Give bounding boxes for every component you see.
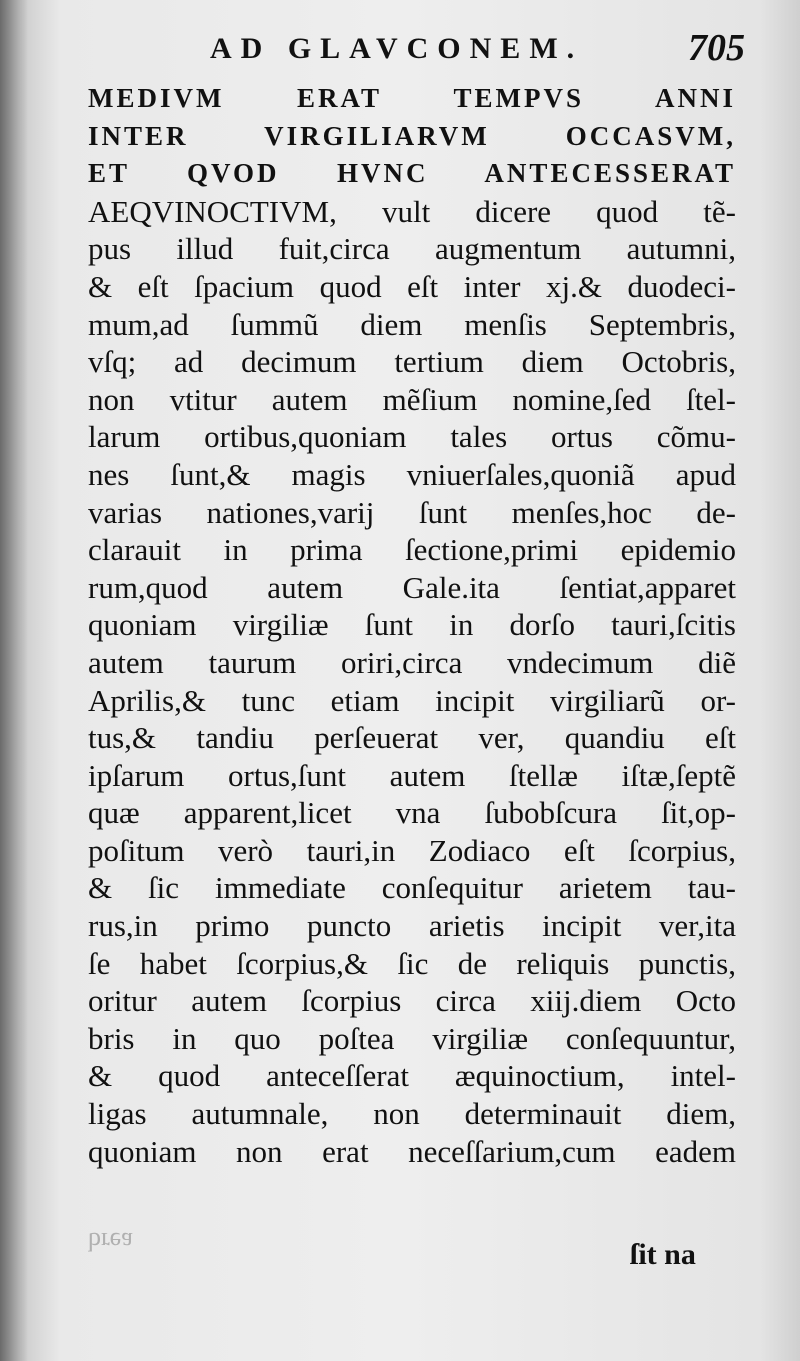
text-line: & eſt ſpacium quod eſt inter xj.& duodeci- [88,268,736,304]
text-line: & quod anteceſſerat æquinoctium, intel- [88,1058,736,1094]
text-line: autem taurum oriri,circa vndecimum diẽ [88,644,736,680]
text-line: rus,in primo puncto arietis incipit ver,ita [88,908,736,944]
text-line: pus illud fuit,circa augmentum autumni, [88,231,736,267]
text-line: ligas autumnale, non determinauit diem, [88,1096,736,1132]
text-line: ET QVOD HVNC ANTECESSERAT [88,158,736,189]
text-line: INTER VIRGILIARVM OCCASVM, [88,120,736,151]
text-line: AEQVINOCTIVM, vult dicere quod tẽ- [88,193,736,229]
text-line: quæ apparent,licet vna ſubobſcura ſit,op- [88,795,736,831]
text-line: tus,& tandiu perſeuerat ver, quandiu eſt [88,720,736,756]
text-line: Aprilis,& tunc etiam incipit virgiliarũ or- [88,682,736,718]
text-line: ſe habet ſcorpius,& ſic de reliquis punctis, [88,945,736,981]
text-line: & ſic immediate conſequitur arietem tau- [88,870,736,906]
bleed-through-text: brea [88,1227,133,1256]
text-line: larum ortibus,quoniam tales ortus cõmu- [88,419,736,455]
page-header [90,18,770,78]
text-line: quoniam non erat neceſſarium,cum eadem [88,1133,736,1169]
text-line: bris in quo poſtea virgiliæ conſequuntur, [88,1020,736,1056]
text-line: quoniam virgiliæ ſunt in dorſo tauri,ſcitis [88,607,736,643]
running-head: AD GLAVCONEM. [210,32,584,65]
text-line: ipſarum ortus,ſunt autem ſtellæ iſtæ,ſeptẽ [88,757,736,793]
page-gutter [0,0,28,1361]
page-number: 705 [688,27,745,69]
catchword: ſit na [630,1238,696,1271]
text-line: mum,ad ſummũ diem menſis Septembris, [88,306,736,342]
text-line: poſitum verò tauri,in Zodiaco eſt ſcorpius, [88,832,736,868]
text-line: clarauit in prima ſectione,primi epidemio [88,532,736,568]
body-text [88,80,736,1170]
text-line: varias nationes,varij ſunt menſes,hoc de- [88,494,736,530]
text-line: MEDIVM ERAT TEMPVS ANNI [88,83,736,113]
text-line: nes ſunt,& magis vniuerſales,quoniã apud [88,456,736,492]
text-line: non vtitur autem mẽſium nomine,ſed ſtel- [88,381,736,417]
text-line: rum,quod autem Gale.ita ſentiat,apparet [88,569,736,605]
text-line: vſq; ad decimum tertium diem Octobris, [88,344,736,380]
text-line: oritur autem ſcorpius circa xiij.diem Octo [88,983,736,1019]
